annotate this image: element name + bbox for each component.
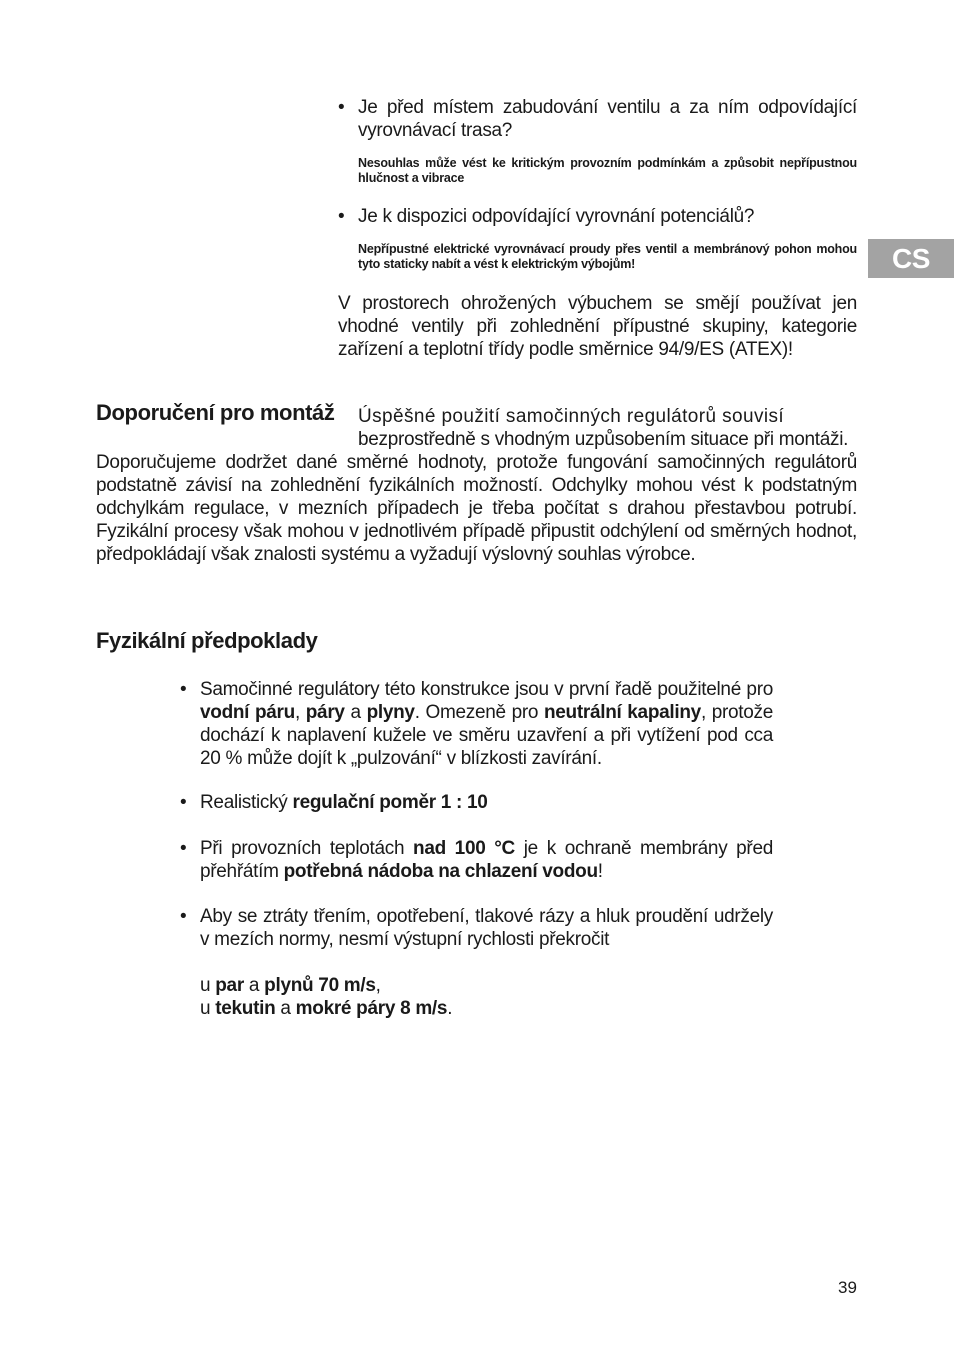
checklist-item-text: Je před místem zabudování ventilu a za ním odpovídající vyrovnávací trasa? [358,97,857,141]
text-part: Samočinné regulátory této konstrukce jsou v první řadě použitelné pro [200,679,773,700]
text-part: a [243,975,265,996]
emphasis: potřebná nádoba na chlazení vodou [283,861,598,882]
text-part: u [200,998,216,1019]
montaz-body: Doporučujeme dodržet dané směrné hodnoty, protože fungování samočinných regulátorů podstatně závisí na zohlednění fyzikálních možností. Odchylky mohou vést k podstatným odchylkám regulace, v mezních případech je třeba počítat s drahou přestavbou potrubí. Fyzikální procesy však mohou v jednotlivém případě připustit odchýlení od směrných hodnot, předpokládají však znalosti systému a vyžadují výslovný souhlas výrobce. [96,452,857,565]
text-part: Realistický [200,792,293,813]
emphasis: plynů 70 m/s [264,975,376,996]
checklist-item-text: Je k dispozici odpovídající vyrovnání potenciálů? [358,206,755,227]
checklist-note: Nesouhlas může vést ke kritickým provozním podmínkám a způsobit nepřípustnou hlučnost a vibrace [358,156,857,185]
requirement-text: Aby se ztráty třením, opotřebení, tlakové rázy a hluk proudění udržely v mezích normy, nesmí výstupní rychlosti překročit [200,906,773,950]
velocity-line-liquid [200,997,452,1020]
requirement-text [200,791,773,814]
montaz-lead-line1: Úspěšné použití samočinných regulátorů souvisí [358,406,785,427]
page-number: 39 [838,1278,857,1297]
language-tab-cs: CS [868,239,954,278]
text-part: , protože dochází k naplavení kužele ve směru uzavření a při vytížení pod cca 20 % může dojít k „pulzování“ v blízkosti zavírání. [200,702,773,769]
emphasis: páry [305,702,345,723]
bullet-dot: • [180,679,187,700]
bullet-dot: • [180,838,187,859]
emphasis: mokré páry 8 m/s [295,998,448,1019]
text-part: . Omezeně pro [414,702,544,723]
text-part: je k ochraně membrány před přehřátím [200,838,773,882]
bullet-dot: • [180,792,187,813]
emphasis: par [215,975,244,996]
checklist-note: Nepřípustné elektrické vyrovnávací proudy přes ventil a membránový pohon mohou tyto staticky nabít a vést k elektrickým výbojům! [358,242,857,271]
text-part: Při provozních teplotách [200,838,414,859]
emphasis: neutrální kapaliny [543,702,701,723]
requirement-text [200,837,773,883]
emphasis: plyny [366,702,415,723]
bullet-dot: • [180,906,187,927]
text-part: u [200,975,216,996]
text-part: , [375,975,381,996]
text-part: , [294,702,306,723]
section-heading-montaz: Doporučení pro montáž [96,400,335,425]
text-part: a [344,702,367,723]
velocity-line-gas [200,974,381,997]
emphasis: regulační poměr 1 : 10 [292,792,488,813]
emphasis: vodní páru [200,702,295,723]
text-part: ! [597,861,603,882]
bullet-dot: • [338,206,345,227]
bullet-dot: • [338,97,345,118]
requirement-text [200,678,773,770]
emphasis: tekutin [215,998,276,1019]
emphasis: nad 100 °C [413,838,515,859]
explosion-paragraph: V prostorech ohrožených výbuchem se smějí používat jen vhodné ventily při zohlednění přípustné skupiny, kategorie zařízení a teplotní třídy podle směrnice 94/9/ES (ATEX)! [338,293,857,360]
montaz-lead-line2: bezprostředně s vhodným uzpůsobením situace při montáži. [358,429,849,450]
text-part: a [275,998,296,1019]
section-heading-fyzikalni: Fyzikální předpoklady [96,628,318,653]
text-part: . [447,998,453,1019]
